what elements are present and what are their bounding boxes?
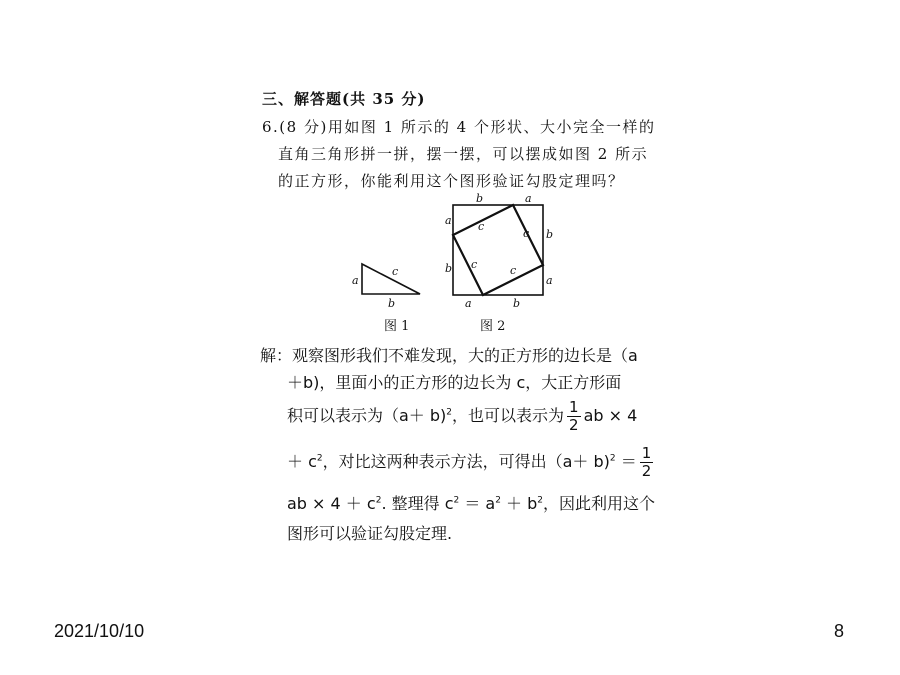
section-title: 三、解答题(共 35 分): [262, 90, 426, 108]
question-line-3: 的正方形，你能利用这个图形验证勾股定理吗？: [278, 172, 625, 190]
figures-diagram: [340, 190, 570, 340]
fig2-label-right-b: b: [546, 228, 554, 241]
footer-date: 2021/10/10: [54, 621, 145, 641]
solution-line-4: ＋ $c^2$，对比这两种表示方法，可得出（a＋ b)$^2$ ＝ $\frac{1}{2}$: [287, 444, 652, 480]
question-line-2: 直角三角形拼一拼，摆一摆，可以摆成如图 2 所示: [278, 145, 649, 163]
question-line-1: 6.(8 分)用如图 1 所示的 4 个形状、大小完全一样的: [262, 118, 656, 136]
solution-line-5: ab × $4 + c^2$. 整理得 $c^2 = a^2 + b^2$，因此利用这个: [287, 494, 656, 513]
fig2-caption: 图 2: [480, 319, 506, 334]
fig2-label-c-3: c: [471, 258, 478, 271]
solution-line-2: ＋b)，里面小的正方形的边长为 c，大正方形面: [287, 373, 622, 392]
fraction-half: $\frac{1}{2}$: [569, 398, 579, 434]
fig1-triangle: [362, 264, 420, 294]
fig2-label-c-4: c: [510, 264, 517, 277]
fig2-label-right-a: a: [546, 274, 553, 287]
fig2-label-c-2: c: [523, 227, 530, 240]
fig2-label-bottom-b: b: [513, 297, 521, 310]
fig2-inner-square: [453, 205, 543, 295]
solution-line-6: 图形可以验证勾股定理.: [287, 524, 453, 543]
fraction-half-2: $\frac{1}{2}$: [641, 444, 652, 480]
fig1-caption: 图 1: [384, 319, 410, 334]
fig2-label-bottom-a: a: [465, 297, 472, 310]
fig2-label-left-b: b: [445, 262, 453, 275]
solution-line-3: 积可以表示为（a＋ b)$^2$，也可以表示为 $\frac{1}{2}$ ab × 4: [287, 398, 638, 434]
fig2-outer-square: [453, 205, 543, 295]
fig1-label-c: c: [392, 265, 399, 278]
fig2-label-top-a: a: [525, 192, 532, 205]
page-number: 8: [834, 621, 845, 641]
fig2-label-c-1: c: [478, 220, 485, 233]
fig2-label-left-a: a: [445, 214, 452, 227]
fig2-label-top-b: b: [476, 192, 484, 205]
solution-line-1: 解：观察图形我们不难发现，大的正方形的边长是（a: [260, 346, 638, 365]
fig1-label-b: b: [388, 297, 396, 310]
fig1-label-a: a: [352, 274, 359, 287]
